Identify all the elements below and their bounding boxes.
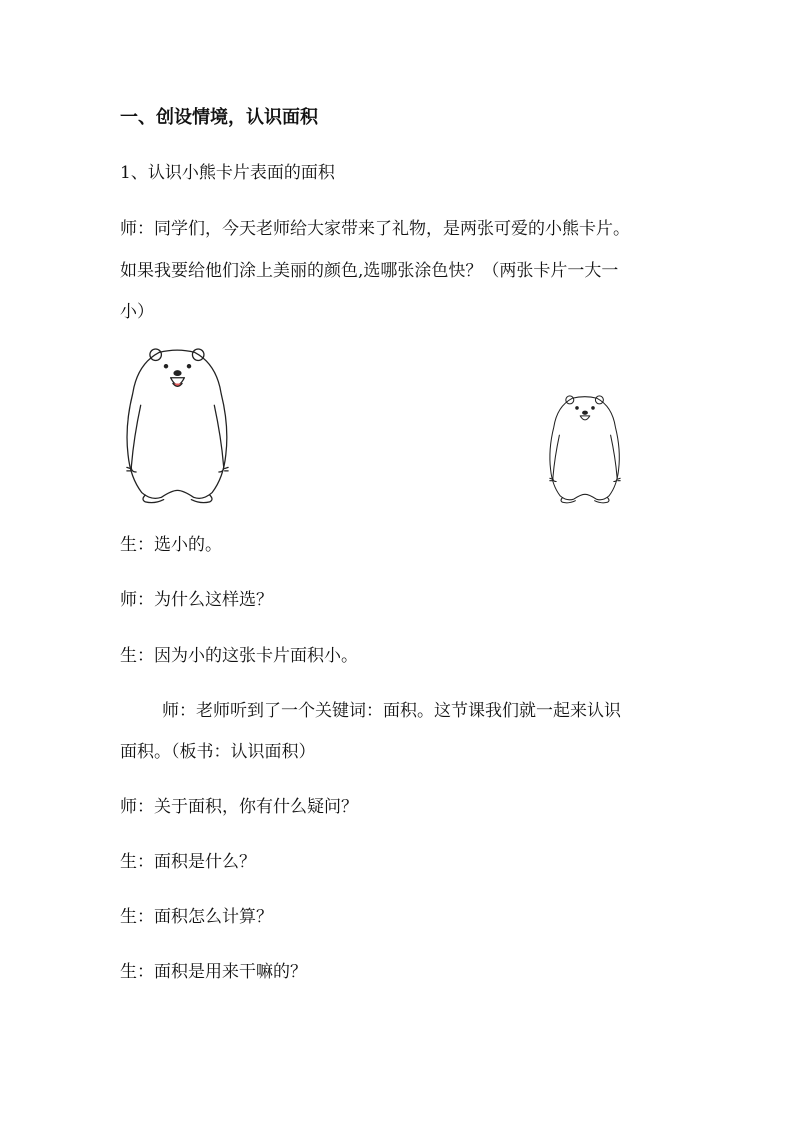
question-line-4: 生：面积是用来干嘛的？ xyxy=(120,962,307,982)
paragraph-line-1: 师：同学们，今天老师给大家带来了礼物，是两张可爱的小熊卡片。 xyxy=(120,219,630,239)
question-line-2: 生：面积是什么？ xyxy=(120,852,256,872)
question-line-3: 生：面积怎么计算？ xyxy=(120,907,273,927)
dialogue-line-1: 生：选小的。 xyxy=(120,535,222,555)
subsection-heading: 1、认识小熊卡片表面的面积 xyxy=(120,163,335,183)
small-bear-image xyxy=(545,392,625,507)
dialogue-line-3: 生：因为小的这张卡片面积小。 xyxy=(120,646,358,666)
section-heading: 一、创设情境，认识面积 xyxy=(120,107,318,128)
teacher-note-line-1: 师：老师听到了一个关键词：面积。这节课我们就一起来认识 xyxy=(162,701,621,721)
question-line-1: 师：关于面积，你有什么疑问？ xyxy=(120,797,358,817)
teacher-note-line-2: 面积。（板书：认识面积） xyxy=(120,742,316,762)
paragraph-line-2: 如果我要给他们涂上美丽的颜色,选哪张涂色快？（两张卡片一大一 xyxy=(120,261,619,281)
large-bear-image xyxy=(120,345,235,507)
paragraph-line-3: 小） xyxy=(120,302,154,322)
dialogue-line-2: 师：为什么这样选？ xyxy=(120,590,273,610)
